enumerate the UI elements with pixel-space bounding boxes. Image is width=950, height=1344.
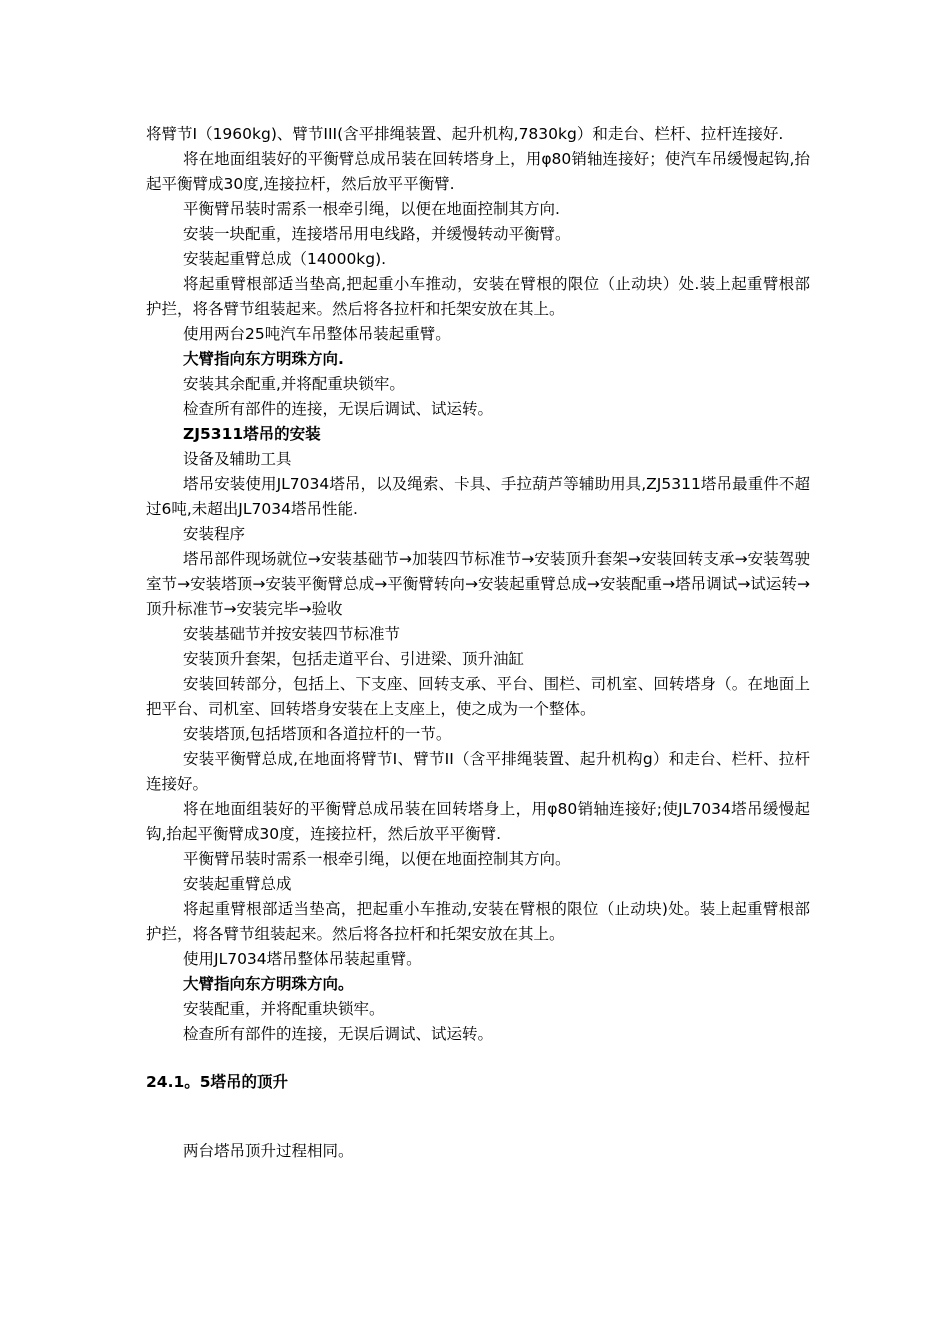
paragraph-22: 安装起重臂总成 <box>183 875 292 893</box>
paragraph-9: 检查所有部件的连接，无误后调试、试运转。 <box>183 400 494 418</box>
paragraph-8: 安装其余配重,并将配重块锁牢。 <box>183 375 405 393</box>
subsection-title-zj5311: ZJ5311塔吊的安装 <box>183 425 321 443</box>
paragraph-25-bold: 大臂指向东方明珠方向。 <box>183 975 354 993</box>
section-heading: 24.1。5塔吊的顶升 <box>146 1073 289 1091</box>
paragraph-23: 将起重臂根部适当垫高，把起重小车推动,安装在臂根的限位（止动块)处。装上起重臂根部护拦，将各臂节组装起来。然后将各拉杆和托架安放在其上。 <box>146 900 810 943</box>
paragraph-17: 安装回转部分，包括上、下支座、回转支承、平台、围栏、司机室、回转塔身（。在地面上把平台、司机室、回转塔身安装在上支座上，使之成为一个整体。 <box>146 675 810 718</box>
paragraph-12: 塔吊安装使用JL7034塔吊，以及绳索、卡具、手拉葫芦等辅助用具,ZJ5311塔吊最重件不超过6吨,未超出JL7034塔吊性能. <box>146 475 810 518</box>
paragraph-2: 平衡臂吊装时需系一根牵引绳，以便在地面控制其方向. <box>183 200 560 218</box>
paragraph-6: 使用两台25吨汽车吊整体吊装起重臂。 <box>183 325 451 343</box>
paragraph-24: 使用JL7034塔吊整体吊装起重臂。 <box>183 950 422 968</box>
paragraph-13: 安装程序 <box>183 525 246 543</box>
paragraph-18: 安装塔顶,包括塔顶和各道拉杆的一节。 <box>183 725 452 743</box>
paragraph-27: 检查所有部件的连接，无误后调试、试运转。 <box>183 1025 494 1043</box>
paragraph-4: 安装起重臂总成（14000kg). <box>183 250 387 268</box>
paragraph-26: 安装配重，并将配重块锁牢。 <box>183 1000 385 1018</box>
paragraph-14: 塔吊部件现场就位→安装基础节→加装四节标准节→安装顶升套架→安装回转支承→安装驾驶室节→安装塔顶→安装平衡臂总成→平衡臂转向→安装起重臂总成→安装配重→塔吊调试→试运转→顶升标准节→安装完毕→验收 <box>146 550 810 618</box>
paragraph-16: 安装顶升套架，包括走道平台、引进梁、顶升油缸 <box>183 650 525 668</box>
paragraph-20: 将在地面组装好的平衡臂总成吊装在回转塔身上，用φ80销轴连接好;使JL7034塔吊缓慢起钩,抬起平衡臂成30度，连接拉杆，然后放平平衡臂. <box>146 800 810 843</box>
paragraph-7-bold: 大臂指向东方明珠方向. <box>183 350 344 368</box>
paragraph-15: 安装基础节并按安装四节标准节 <box>183 625 401 643</box>
document-page <box>146 122 810 1164</box>
paragraph-21: 平衡臂吊装时需系一根牵引绳，以便在地面控制其方向。 <box>183 850 571 868</box>
paragraph-1: 将在地面组装好的平衡臂总成吊装在回转塔身上，用φ80销轴连接好；使汽车吊缓慢起钩,抬起平衡臂成30度,连接拉杆，然后放平平衡臂. <box>146 150 810 193</box>
paragraph-11: 设备及辅助工具 <box>183 450 292 468</box>
paragraph-5: 将起重臂根部适当垫高,把起重小车推动，安装在臂根的限位（止动块）处.装上起重臂根部护拦，将各臂节组装起来。然后将各拉杆和托架安放在其上。 <box>146 275 810 318</box>
paragraph-0: 将臂节I（1960kg)、臂节III(含平排绳装置、起升机构,7830kg）和走台、栏杆、拉杆连接好. <box>146 125 784 143</box>
paragraph-3: 安装一块配重，连接塔吊用电线路，并缓慢转动平衡臂。 <box>183 225 571 243</box>
paragraph-19: 安装平衡臂总成,在地面将臂节I、臂节II（含平排绳装置、起升机构g）和走台、栏杆、拉杆连接好。 <box>146 750 810 793</box>
final-paragraph: 两台塔吊顶升过程相同。 <box>183 1142 354 1160</box>
